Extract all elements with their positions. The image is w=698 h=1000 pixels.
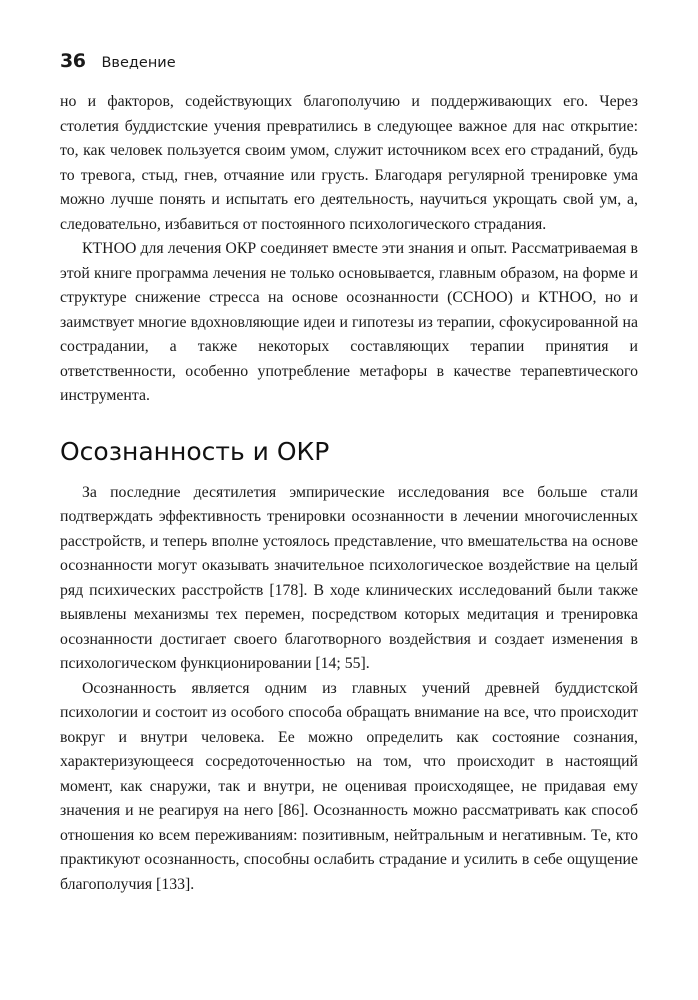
running-title: Введение — [101, 55, 176, 71]
body-paragraph: но и факторов, содействующих благополучию и поддерживающих его. Через столетия буддистские учения превратились в следующее важное для нас открытие: то, как человек пользуется своим умом, служит источником всех его страданий, будь то тревога, стыд, гнев, отчаяние или грусть. Благодаря регулярной тренировке ума можно лучше понять и испытать его деятельность, научиться укрощать свой ум, а, следовательно, избавиться от постоянного психологического страдания. — [60, 93, 638, 233]
page-number: 36 — [60, 50, 86, 72]
body-paragraph: Осознанность является одним из главных учений древней буддистской психологии и состоит из особого способа обращать внимание на все, что происходит вокруг и внутри человека. Ее можно определить как состояние сознания, характеризующееся сосредоточенностью на том, что происходит в настоящий момент, как снаружи, так и внутри, не оценивая происходящее, не придавая ему значения и не реагируя на него [86]. Осознанность можно рассматривать как способ отношения ко всем переживаниям: позитивным, нейтральным и негативным. Те, кто практикуют осознанность, способны ослабить страдание и усилить в себе ощущение благополучия [133]. — [60, 679, 638, 893]
body-paragraph: За последние десятилетия эмпирические исследования все больше стали подтверждать эффективность тренировки осознанности в лечении многочисленных расстройств, и теперь вполне устоялось представление, что вмешательства на основе осознанности могут оказывать значительное психологическое воздействие на целый ряд психических расстройств [178]. В ходе клинических исследований были также выявлены механизмы тех перемен, посредством которых медитация и тренировка осознанности достигает своего благотворного воздействия и создает изменения в психологическом функционировании [14; 55]. — [60, 483, 638, 672]
page-content — [60, 90, 638, 897]
section-heading: Осознанность и ОКР — [60, 436, 330, 466]
body-paragraph: КТНОО для лечения ОКР соединяет вместе эти знания и опыт. Рассматриваемая в этой книге программа лечения не только основывается, главным образом, на форме и структуре снижение стресса на основе осознанности (ССНОО) и КТНОО, но и заимствует многие вдохновляющие идеи и гипотезы из терапии, сфокусированной на сострадании, а также некоторых составляющих терапии принятия и ответственности, особенно употребление метафоры в качестве терапевтического инструмента. — [60, 240, 638, 404]
running-head — [60, 50, 176, 72]
